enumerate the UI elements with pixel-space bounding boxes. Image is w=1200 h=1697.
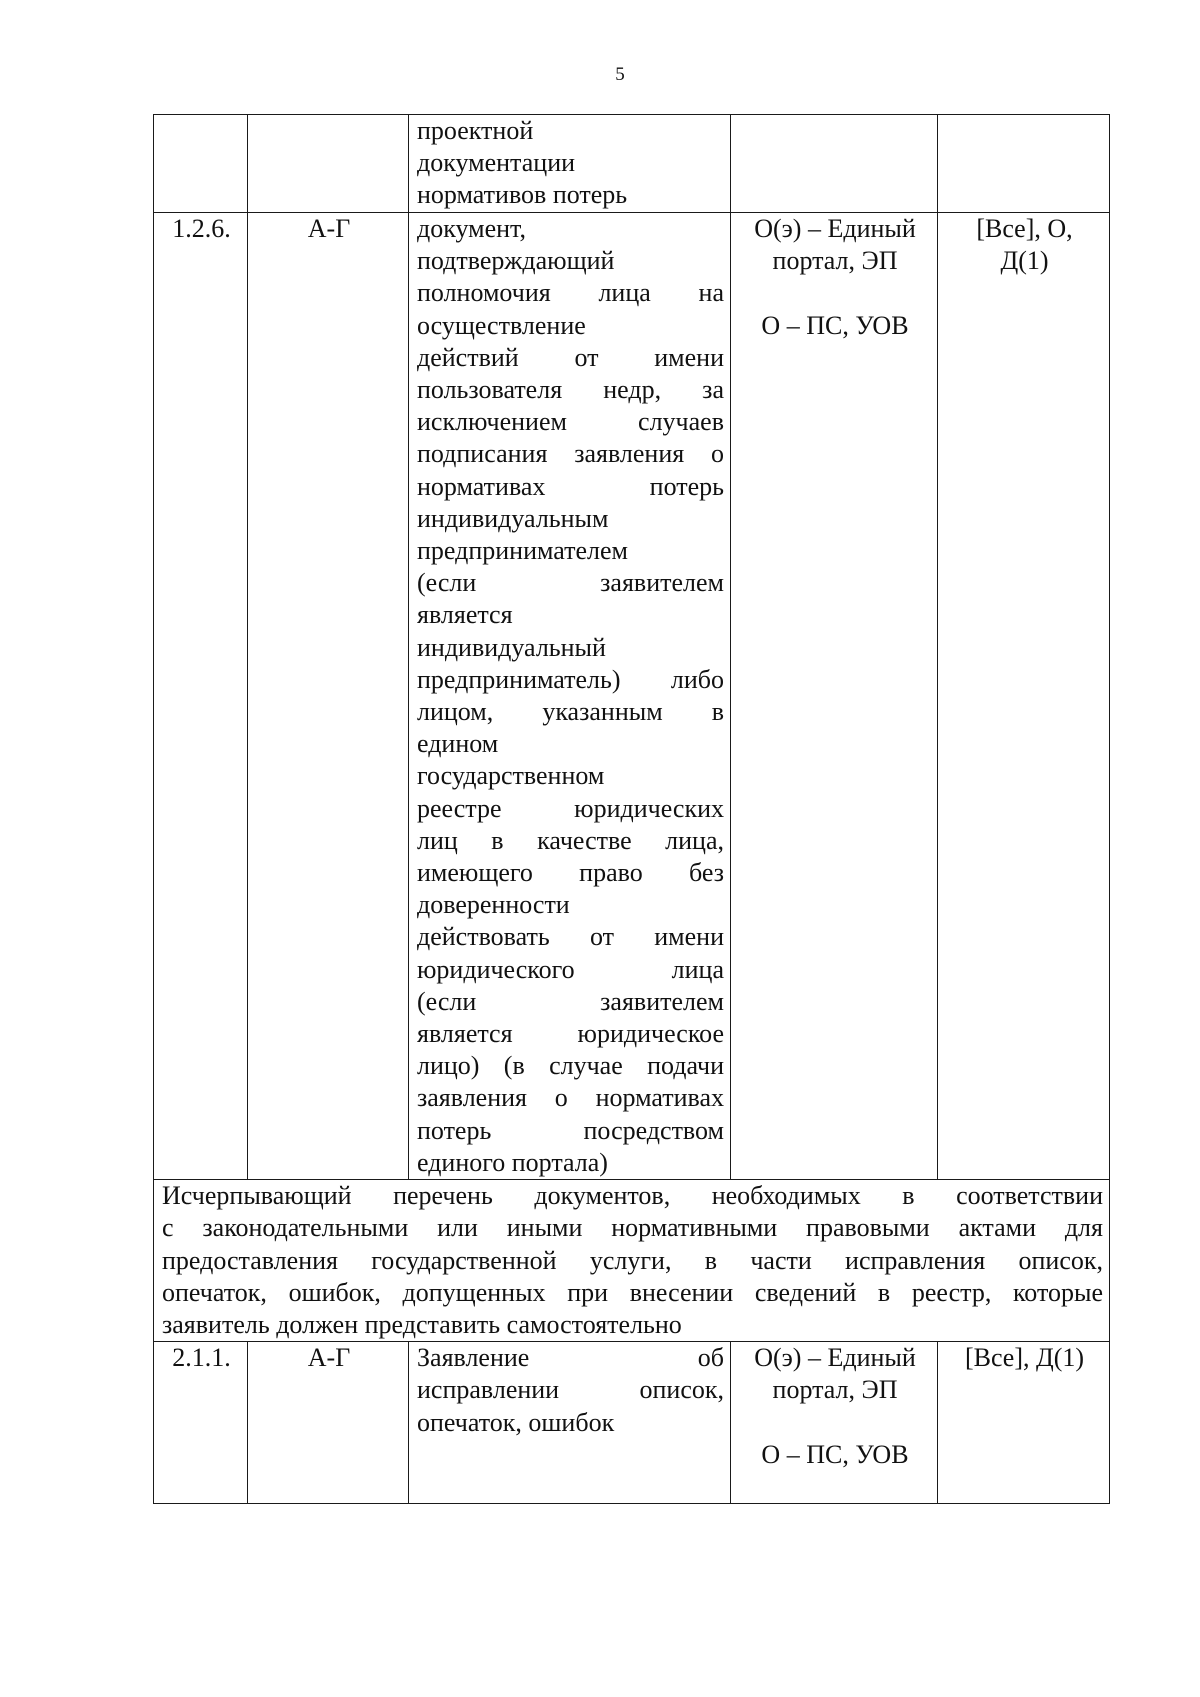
- form-line: портал, ЭП: [772, 1375, 898, 1405]
- section-header-line: Исчерпывающий перечень документов, необходимых в соответствии: [162, 1181, 1103, 1211]
- document-description: [409, 1342, 731, 1504]
- document-line: едином: [417, 729, 499, 759]
- table-row-2-1-1: [154, 1342, 1110, 1504]
- document-line: полномочия лица на: [417, 278, 724, 308]
- document-line: имеющего право без: [417, 858, 724, 888]
- form-line: О(э) – Единый: [754, 1343, 916, 1373]
- document-line: исключением случаев: [417, 407, 724, 437]
- document-line: государственном: [417, 761, 605, 791]
- document-line: подтверждающий: [417, 246, 615, 276]
- requirement-line: [Все], Д(1): [964, 1343, 1085, 1373]
- form-gap: [739, 277, 931, 309]
- applicant-category: А-Г: [248, 213, 409, 1180]
- document-cell: [409, 115, 731, 213]
- section-header-line: опечаток, ошибок, допущенных при внесении сведений в реестр, которые: [162, 1277, 1103, 1307]
- section-header-line: предоставления государственной услуги, в части исправления описок,: [162, 1245, 1103, 1275]
- document-line: предприниматель) либо: [417, 664, 724, 694]
- document-line: проектной: [417, 116, 534, 145]
- document-line: исправлении описок,: [417, 1375, 724, 1405]
- document-line: документации: [417, 148, 576, 178]
- document-line: единого портала): [417, 1147, 608, 1177]
- document-line: является: [417, 600, 513, 630]
- category-cell: [248, 115, 409, 213]
- document-line: лиц в качестве лица,: [417, 825, 724, 855]
- applicant-category: А-Г: [248, 1342, 409, 1504]
- table-row-continued: [154, 115, 1110, 213]
- document-line: действий от имени: [417, 342, 724, 372]
- document-line: лицо) (в случае подачи: [417, 1051, 724, 1081]
- document-line: лицом, указанным в: [417, 697, 724, 727]
- row-number: 2.1.1.: [154, 1342, 248, 1504]
- document-line: нормативах потерь: [417, 471, 724, 501]
- document-line: пользователя недр, за: [417, 375, 724, 405]
- document-line: опечаток, ошибок: [417, 1407, 615, 1437]
- document-description: [409, 213, 731, 1180]
- documents-table: [153, 114, 1110, 1504]
- document-line: юридического лица: [417, 954, 724, 984]
- form-line: О – ПС, УОВ: [761, 310, 909, 340]
- document-line: потерь посредством: [417, 1115, 724, 1145]
- document-line: документ,: [417, 214, 526, 243]
- requirement-line: Д(1): [1000, 246, 1049, 276]
- section-header-line: заявитель должен представить самостоятельно: [162, 1309, 682, 1339]
- number-cell: [154, 115, 248, 213]
- document-line: реестре юридических: [417, 793, 724, 823]
- form-line: О(э) – Единый: [754, 214, 916, 243]
- document-line: является юридическое: [417, 1019, 724, 1049]
- document-line: подписания заявления о: [417, 439, 724, 469]
- section-header-row: [154, 1180, 1110, 1342]
- document-line: нормативов потерь: [417, 180, 628, 210]
- document-line: индивидуальный: [417, 632, 606, 662]
- form-line: О – ПС, УОВ: [761, 1439, 909, 1469]
- table-row-1-2-6: [154, 213, 1110, 1180]
- form-gap: [739, 1407, 931, 1439]
- form-line: портал, ЭП: [772, 246, 898, 276]
- submission-form: [731, 1342, 938, 1504]
- document-line: действовать от имени: [417, 922, 724, 952]
- section-header: [154, 1180, 1110, 1342]
- requirements: [938, 1342, 1110, 1504]
- document-line: (если заявителем: [417, 568, 724, 598]
- document-line: осуществление: [417, 310, 586, 340]
- section-header-line: с законодательными или иными нормативными правовыми актами для: [162, 1213, 1103, 1243]
- requirements: [938, 213, 1110, 1180]
- requirement-line: [Все], О,: [976, 214, 1073, 243]
- document-line: Заявление об: [417, 1343, 724, 1373]
- row-number: 1.2.6.: [154, 213, 248, 1180]
- page-number: 5: [615, 64, 625, 85]
- document-line: (если заявителем: [417, 986, 724, 1016]
- document-line: предпринимателем: [417, 536, 629, 566]
- document-line: заявления о нормативах: [417, 1083, 724, 1113]
- form-cell: [731, 115, 938, 213]
- document-line: индивидуальным: [417, 503, 609, 533]
- submission-form: [731, 213, 938, 1180]
- document-line: доверенности: [417, 890, 570, 920]
- requirement-cell: [938, 115, 1110, 213]
